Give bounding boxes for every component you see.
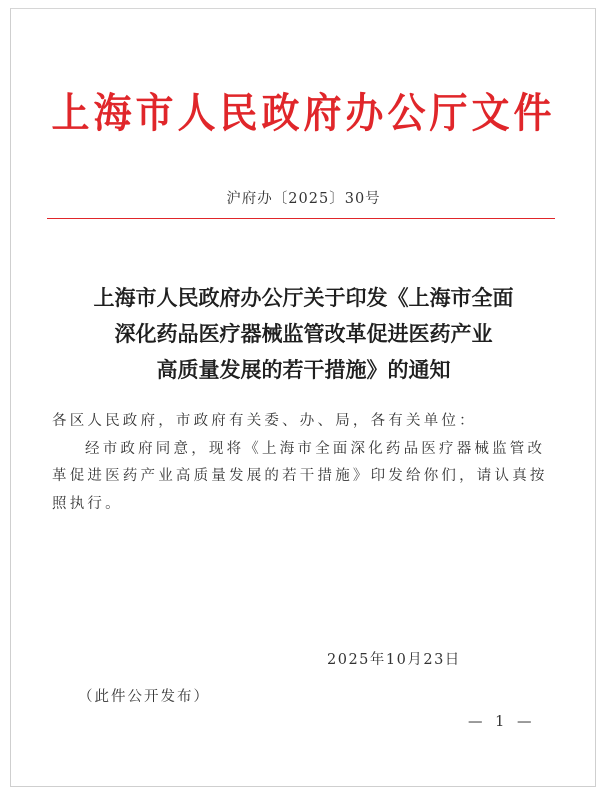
public-release-note: （此件公开发布） [78,689,210,705]
document-number: 沪府办〔2025〕30号 [226,191,381,207]
notice-title-line: 高质量发展的若干措施》的通知 [156,357,451,382]
notice-title-line: 深化药品医疗器械监管改革促进医药产业 [114,321,493,346]
notice-title [0,280,607,388]
body-text [52,408,557,518]
masthead-title: 上海市人民政府办公厅文件 [51,88,556,137]
page-number: — 1 — [468,714,536,730]
red-divider-line [47,218,555,219]
notice-title-line: 上海市人民政府办公厅关于印发《上海市全面 [93,285,514,310]
body-paragraph: 经市政府同意，现将《上海市全面深化药品医疗器械监管改革促进医药产业高质量发展的若干措施》印发给你们，请认真按照执行。 [52,440,548,512]
addressee: 各区人民政府，市政府有关委、办、局，各有关单位： [52,413,477,429]
issue-date: 2025年10月23日 [327,652,461,668]
